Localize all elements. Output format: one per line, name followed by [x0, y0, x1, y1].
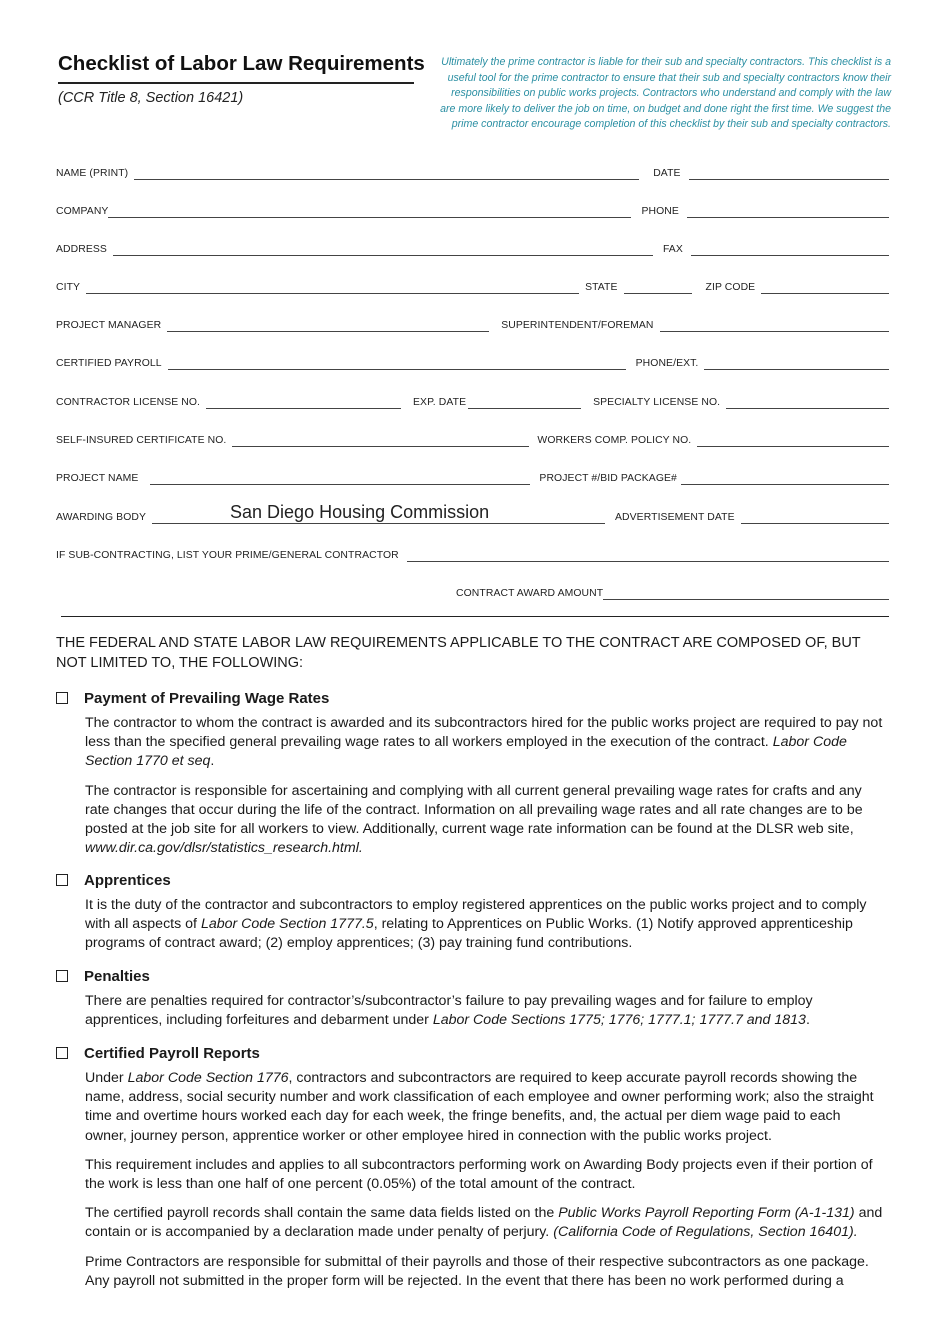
name-field[interactable] — [134, 167, 639, 180]
apprentices-paragraph: It is the duty of the contractor and subcontractors to employ registered apprentices on the public works project and to comply with all aspects of Labor Code Section 1777.5, relating to Apprentices on Public Works. (1) Notify approved apprenticeship programs of contract award; (2) employ apprentices; (3) pay training fund contributions. — [85, 897, 867, 952]
intro-note — [430, 55, 891, 133]
labor-code-ref: Labor Code Sections 1775; 1776; 1777.1; 1777.7 and 1813 — [432, 1012, 806, 1029]
labor-code-ref: Labor Code Section 1770 et seq — [85, 734, 847, 770]
awarding-body-label: AWARDING BODY — [56, 512, 147, 523]
intro-line: are more likely to deliver the job on time, on budget and done right the first time. We suggest the — [440, 102, 891, 115]
certified-payroll-label: CERTIFIED PAYROLL — [56, 358, 162, 369]
exp-date-field[interactable] — [468, 396, 581, 409]
requirements-heading: THE FEDERAL AND STATE LABOR LAW REQUIREMENTS APPLICABLE TO THE CONTRACT ARE COMPOSED OF, BUT NOT LIMITED TO, THE FOLLOWING: — [56, 635, 861, 671]
apprentices-title: Apprentices — [84, 871, 171, 889]
date-field[interactable] — [689, 167, 889, 180]
project-manager-label: PROJECT MANAGER — [56, 320, 162, 331]
zip-label: ZIP CODE — [705, 282, 756, 293]
penalties-checkbox[interactable] — [56, 970, 68, 982]
form-row-contract-award — [56, 584, 889, 600]
penalties-title: Penalties — [84, 967, 150, 985]
state-label: STATE — [585, 282, 618, 293]
phone-ext-label: PHONE/EXT. — [635, 358, 699, 369]
payroll-paragraph-2: This requirement includes and applies to all subcontractors performing work on Awarding Body projects even if their portion of the work is less than one half of one percent (0.05%) of the total amount of the contract. — [85, 1156, 873, 1193]
labor-code-ref: Labor Code Section 1777.5 — [200, 916, 374, 933]
intro-line: Ultimately the prime contractor is liable for their sub and specialty contractors. This checklist is a — [441, 56, 891, 68]
project-name-label: PROJECT NAME — [56, 473, 139, 484]
labor-code-ref: Labor Code Section 1776 — [127, 1070, 289, 1086]
subcontracting-field[interactable] — [407, 549, 889, 562]
superintendent-label: SUPERINTENDENT/FOREMAN — [501, 320, 654, 331]
form-row-awarding-body — [56, 502, 889, 524]
form-row-subcontracting — [56, 546, 889, 562]
contractor-license-label: CONTRACTOR LICENSE NO. — [56, 397, 201, 408]
specialty-license-field[interactable] — [726, 396, 889, 409]
title-underline — [58, 82, 414, 84]
page-title: Checklist of Labor Law Requirements — [58, 52, 425, 75]
section-prevailing-wage — [56, 688, 886, 858]
project-bid-label: PROJECT #/BID PACKAGE# — [539, 473, 677, 484]
superintendent-field[interactable] — [660, 319, 889, 332]
workers-comp-field[interactable] — [697, 434, 889, 447]
phone-ext-field[interactable] — [704, 357, 889, 370]
dlsr-url[interactable]: www.dir.ca.gov/dlsr/statistics_research.html. — [85, 840, 363, 857]
prevailing-wage-paragraph-2: The contractor is responsible for ascertaining and complying with all current general prevailing wage rates for crafts and any rate changes that occur during the life of the contract. Information on all prevailing wage rates and all rate changes are to be posted at the job site for all workers to view. Additionally, current wage rate information can be found at the DLSR web site, www.dir.ca.gov/dlsr/statistics_research.html. — [85, 782, 863, 857]
project-manager-field[interactable] — [167, 319, 489, 332]
regulation-ref: (California Code of Regulations, Section 16401). — [553, 1224, 858, 1241]
awarding-body-field[interactable] — [152, 502, 605, 524]
advertisement-date-label: ADVERTISEMENT DATE — [615, 512, 735, 523]
form-ref: Public Works Payroll Reporting Form (A-1-131) — [558, 1205, 855, 1222]
penalties-paragraph: There are penalties required for contractor’s/subcontractor’s failure to pay prevailing wages and for failure to employ apprentices, including forfeitures and debarment under Labor Code Sections 1775; 1776; 1777.1; 1777.7 and 1813. — [85, 993, 813, 1029]
self-insured-field[interactable] — [232, 434, 529, 447]
project-bid-field[interactable] — [681, 472, 889, 485]
address-label: ADDRESS — [56, 244, 107, 255]
prevailing-wage-paragraph-1: The contractor to whom the contract is awarded and its subcontractors hired for the public works project are required to pay not less than the specified general prevailing wage rates to all workers employed in the execution of the contract. Labor Code Section 1770 et seq. — [85, 715, 883, 770]
section-certified-payroll — [56, 1043, 886, 1291]
fax-field[interactable] — [691, 243, 889, 256]
certified-payroll-title: Certified Payroll Reports — [84, 1044, 260, 1062]
section-apprentices — [56, 870, 886, 954]
fax-label: FAX — [662, 244, 683, 255]
phone-label: PHONE — [641, 206, 679, 217]
intro-line: useful tool for the prime contractor to ensure that their sub and specialty contractors know their — [447, 71, 891, 84]
form-row-name — [56, 164, 889, 180]
form-row-project-manager — [56, 316, 889, 332]
state-field[interactable] — [624, 281, 692, 294]
workers-comp-label: WORKERS COMP. POLICY NO. — [537, 435, 692, 446]
intro-line: prime contractor encourage completion of this checklist by their sub and specialty contractors. — [451, 118, 891, 131]
form-row-address — [56, 240, 889, 256]
awarding-body-value: San Diego Housing Commission — [230, 502, 490, 522]
project-name-field[interactable] — [150, 472, 530, 485]
advertisement-date-field[interactable] — [741, 511, 889, 524]
contract-award-field[interactable] — [603, 587, 889, 600]
exp-date-label: EXP. DATE — [413, 397, 467, 408]
specialty-license-label: SPECIALTY LICENSE NO. — [593, 397, 721, 408]
subcontracting-label: IF SUB-CONTRACTING, LIST YOUR PRIME/GENERAL CONTRACTOR — [56, 550, 399, 561]
section-penalties — [56, 966, 886, 1030]
intro-line: responsibilities on public works projects. Contractors who understand and comply with the law — [451, 87, 891, 100]
company-field[interactable] — [108, 205, 631, 218]
contractor-license-field[interactable] — [206, 396, 401, 409]
prevailing-wage-title: Payment of Prevailing Wage Rates — [84, 689, 330, 707]
city-label: CITY — [56, 282, 81, 293]
payroll-paragraph-4: Prime Contractors are responsible for submittal of their payrolls and those of their respective subcontractors as one package. Any payroll not submitted in the proper form will be rejected. In the event that there has been no work performed during a — [85, 1253, 869, 1289]
payroll-paragraph-1: Under Labor Code Section 1776, contractors and subcontractors are required to keep accurate payroll records showing the name, address, social security number and work classification of each employee and owner performing work; also the straight time and overtime hours worked each day for each week, the fringe benefits, and, the actual per diem wage paid to each owner, journey person, apprentice worker or other employee hired in connection with the public works project. — [85, 1070, 874, 1144]
form-row-company — [56, 202, 889, 218]
zip-field[interactable] — [761, 281, 889, 294]
form-row-contractor-license — [56, 393, 889, 409]
company-label: COMPANY — [56, 206, 109, 217]
form-row-project-name — [56, 469, 889, 485]
section-divider — [61, 616, 889, 617]
city-field[interactable] — [86, 281, 579, 294]
certified-payroll-field[interactable] — [168, 357, 626, 370]
prevailing-wage-checkbox[interactable] — [56, 692, 68, 704]
form-row-city — [56, 278, 889, 294]
address-field[interactable] — [113, 243, 653, 256]
apprentices-checkbox[interactable] — [56, 874, 68, 886]
contract-award-label: CONTRACT AWARD AMOUNT — [456, 588, 604, 599]
payroll-paragraph-3: The certified payroll records shall contain the same data fields listed on the Public Works Payroll Reporting Form (A-1-131) and contain or is accompanied by a declaration made under penalty of perjury. (California Code of Regulations, Section 16401). — [85, 1205, 883, 1241]
form-row-certified-payroll — [56, 354, 889, 370]
self-insured-label: SELF-INSURED CERTIFICATE NO. — [56, 435, 227, 446]
page-subtitle: (CCR Title 8, Section 16421) — [58, 90, 244, 106]
date-label: DATE — [653, 168, 681, 179]
certified-payroll-checkbox[interactable] — [56, 1047, 68, 1059]
form-row-self-insured — [56, 431, 889, 447]
phone-field[interactable] — [687, 205, 889, 218]
name-label: NAME (PRINT) — [56, 168, 129, 179]
